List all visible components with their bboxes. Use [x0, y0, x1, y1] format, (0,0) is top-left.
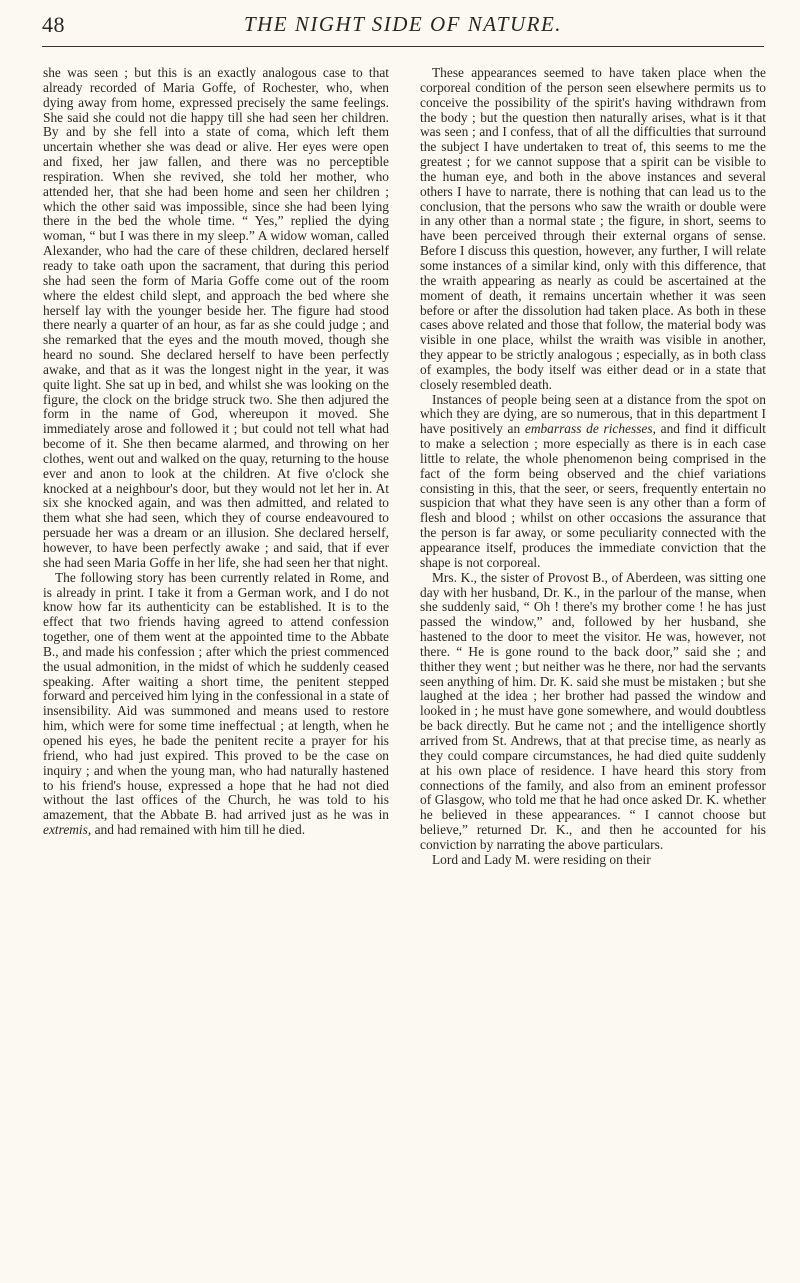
page-number: 48: [42, 12, 65, 37]
running-title: THE NIGHT SIDE OF NATURE.: [243, 12, 563, 36]
paragraph: Mrs. K., the sister of Provost B., of Aberdeen, was sitting one day with her husband, Dr. K., in the parlour of the manse, when she suddenly said, “ Oh ! there's my brother come ! he has just passed the window,” and, followed by her husband, she hastened to the door to meet the visitor. He was, however, not there. “ He is gone round to the back door,” said she ; and thither they went ; but neither was he there, nor had the servants seen anything of him. Dr. K. said she must be mistaken ; but she laughed at the idea ; her brother had passed the window and looked in ; he must have gone somewhere, and would doubtless be back directly. But he came not ; and the intelligence shortly arrived from St. Andrews, that at that precise time, as nearly as they could compare circumstances, he had died quite suddenly at his own place of residence. I have heard this story from connections of the family, and also from an eminent professor of Glasgow, who told me that he had once asked Dr. K. whether he believed in these appearances. “ I cannot choose but believe,” returned Dr. K., and then he accounted for his conviction by narrating the above particulars.: [420, 569, 766, 852]
paragraph-text: Instances of people being seen at a distance from the spot on which they are dying, are so numerous, that in this department I have positively an: [420, 391, 766, 437]
paragraph: These appearances seemed to have taken place when the corporeal condition of the person seen elsewhere permits us to conceive the possibility of the spirit's having withdrawn from the body ; but the question then naturally arises, what is it that was seen ; and I confess, that of all the difficulties that surround the subject I have undertaken to treat of, this seems to me the greatest ; for we cannot suppose that a spirit can be visible to the human eye, and both in the above instances and several others I have to narrate, there is nothing that can lead us to the conclusion, that the persons who saw the wraith or double were in any other than a normal state ; the figure, in short, seems to have been perceived through their external organs of sense. Before I discuss this question, however, any further, I will relate some instances of a similar kind, only with this difference, that the wraith appearing as nearly as could be ascertained at the moment of death, it remains uncertain whether it was seen before or after the dissolution had taken place. As both in these cases above related and those that follow, the material body was visible in one place, whilst the wraith was visible in another, they appear to be strictly analogous ; especially, as in both class of examples, the body itself was either dead or in a state that closely resembled death.: [420, 65, 766, 392]
paragraph: [420, 393, 766, 571]
paragraph: [43, 571, 389, 838]
italic-term: extremis: [43, 822, 88, 838]
right-column: [420, 66, 766, 868]
paragraph: she was seen ; but this is an exactly analogous case to that already recorded of Maria Goffe, of Rochester, who, when dying away from home, expressed precisely the same feelings. She said she could not die happy till she had seen her children. By and by she fell into a state of coma, which left them uncertain whether she was dead or alive. Her eyes were open and fixed, her jaw fallen, and there was no perceptible respiration. When she revived, she told her mother, who attended her, that she had been home and seen her children ; which the other said was impossible, since she had been lying there in the bed the whole time. “ Yes,” replied the dying woman, “ but I was there in my sleep.” A widow woman, called Alexander, who had the care of these children, declared herself ready to take oath upon the sacrament, that during this period she had seen the form of Maria Goffe come out of the room where the eldest child slept, and approach the bed where she herself lay with the younger beside her. The figure had stood there nearly a quarter of an hour, as far as she could judge ; and she remarked that the eyes and the mouth moved, though she heard no sound. She declared herself to have been perfectly awake, and that as it was the longest night in the year, it was quite light. She sat up in bed, and whilst she was looking on the figure, the clock on the bridge struck two. She then adjured the form in the name of God, whereupon it moved. She immediately arose and followed it ; but could not tell what had become of it. She then became alarmed, and throwing on her clothes, went out and walked on the quay, returning to the house ever and anon to look at the children. At five o'clock she knocked at a neighbour's door, but they would not let her in. At six she knocked again, and was then admitted, and related to them what she had seen, which they of course endeavoured to persuade her was a dream or an illusion. She declared herself, however, to have been perfectly awake ; and said, that if ever she had seen Maria Goffe in her life, she had seen her that night.: [43, 65, 389, 570]
italic-term: embarrass de richesses: [524, 421, 653, 437]
paragraph-text: The following story has been currently related in Rome, and is already in print. I take it from a German work, and I do not know how far its authenticity can be established. It is to the effect that two friends having agreed to attend confession together, one of them went at the appointed time to the Abbate B., and made his confession ; after which the priest commenced the usual admonition, in the midst of which he suddenly ceased speaking. After waiting a short time, the penitent stepped forward and perceived him lying in the confessional in a state of insensibility. Aid was summoned and means used to restore him, which were for some time ineffectual ; at length, when he opened his eyes, he bade the penitent recite a prayer for his friend, who had just expired. This proved to be the case on inquiry ; and when the young man, who had naturally hastened to his friend's house, expressed a hope that he had not died without the last offices of the Church, he was told to his amazement, that the Abbate B. had arrived just as he was in: [43, 569, 389, 823]
paragraph: Lord and Lady M. were residing on their: [432, 851, 651, 867]
paragraph-text: , and find it difficult to make a selection ; more especially as there is in each case little to relate, the whole phenomenon being comprised in the fact of the form being observed and the chief variations consisting in this, that the seer, or seers, frequently entertain no suspicion that what they have seen is any other than a form of flesh and blood ; whilst on other occasions the assurance that the person is far away, or some peculiarity connected with the appearance itself, produces the immediate conviction that the shape is not corporeal.: [420, 421, 767, 570]
header-rule: [42, 46, 764, 47]
left-column: [43, 66, 389, 838]
page-header: [42, 8, 764, 48]
paragraph-text: , and had remained with him till he died.: [87, 822, 306, 838]
